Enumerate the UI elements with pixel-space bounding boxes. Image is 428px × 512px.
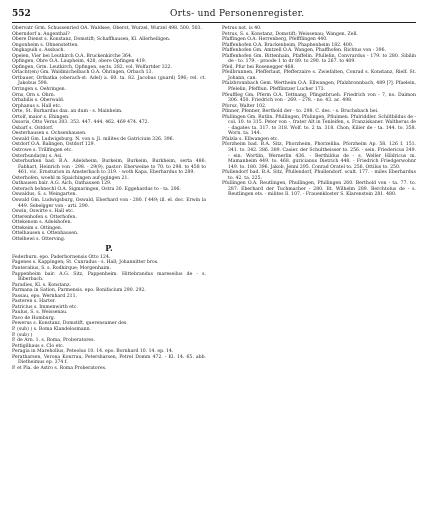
- index-entry: Obervatr Grm. Schussenried OA. Waldsee, Oberst, Wurzel, Wurzel 498. 500. 503.: [12, 26, 202, 31]
- index-entry: Peragia in Marehollus, Peteolus 10. 14. epo. Bornhard 10. 14. ep. 14.: [12, 349, 174, 355]
- index-entry: Oswin, Oswirte s. Hall etc.: [12, 209, 75, 215]
- section-letter: P.: [105, 243, 113, 254]
- index-entry: Ongonheim s. Ohnenstetten.: [12, 42, 79, 48]
- index-entry: Ongkapuih s. Assbach.: [12, 48, 65, 54]
- index-entry: Pfullingen Gm. Rutlin. Pfullingen, Pfulingen, Pfluimen. Pfulriddler. Schiltbildus de - col. 10. to 315. Peter von -, frater Alt in Tenleifen, s. Franziskaner. Waltherus de - dagates ta. 317. to 318. Wolf. to. 2 ta. 318. Chon, Kilier de - ta. 144. to. 358. Worn. ta. 144.: [222, 114, 416, 137]
- left-entries-bottom: [12, 255, 206, 371]
- index-entry: Pfaffenhofen O.A. Brackenheim, Phaphenheim 182. 400.: [222, 42, 354, 48]
- index-entry: Oswald Gm. Ludwigsburg, Oswald, Eberhard von - 280. f 449; ill. el. doc. Erwin la 449. Sebelgger von - arti. 290.: [12, 197, 206, 209]
- index-entry: Pavo de Homburg.: [12, 315, 56, 321]
- index-entry: Pewerus s. Konstanz, Domstift, querensumer des.: [12, 321, 128, 327]
- index-entry: P. de Arn. 1. s. Roma, Proberatores.: [12, 338, 95, 344]
- index-entry: Oathausen bair. A.G. Aich, Oathausen 129.: [12, 181, 112, 187]
- index-entry: Pasteren s. Harter.: [12, 299, 56, 305]
- index-entry: Opfingen, Grm. Leutkirch, Opfingen, sects. 282. vol. Wolfartder 322.: [12, 64, 173, 70]
- right-entries: [222, 26, 416, 198]
- index-entry: Ossoris, Otto Verus 303. 353. 447. 444. 462. 469 474. 472.: [12, 120, 150, 126]
- index-entry: Panteralius, S. s. Rodkirque; Morgenhaim.: [12, 265, 111, 271]
- index-entry: Ortbauer, Ortbatka (oberach-st. Adel) a. 60. ta. 82. Jacobus (guard) 596; rel. ct. Jakobus 598.: [12, 75, 206, 87]
- index-entry: Peratharsen, Verona Konrrau, Petersharsen, Petrel Domm 472. - Kl. 14. 65. abb. Dietheimus ep. 374 f.: [12, 354, 206, 366]
- left-entries-top: [12, 26, 206, 242]
- index-entry: Orlacht(en) Gm. Waldmichelbach O.A. Öhringen, Orbach 13.: [12, 70, 153, 76]
- index-entry: Pfaffenhofen Gm. Amtzell O.A. Wangen, Phaffhofen. Richtus von - 396.: [222, 48, 386, 54]
- header-rule: [12, 22, 416, 23]
- right-column: [222, 26, 416, 198]
- index-entry: Osterburken bad. B.A. Adelsheim, Burkeim, Burkeim, Burkheim, serta 486. Fabhart, Heinrich von - 298. - 29(9), pastor: Eberweine to 70. to 298. to 458 to 461. vic. Ernsturion in Amsterbach to 319. - woth Kapa, Eberhardus to 289.: [12, 159, 206, 176]
- index-entry: Paradies, Kl. s. Konstanz.: [12, 282, 71, 288]
- index-entry: Petrus, S. s. Konstanz, Domstift; Weissenau; Wangen, Zell.: [222, 31, 358, 37]
- index-entry: Ottekeim s. Ottingen.: [12, 225, 63, 231]
- index-entry: Orringen s. Oehringen.: [12, 87, 67, 93]
- index-entry: Opfingen, Obre O.A. Laupheim, 428, obere Opfingen 419.: [12, 59, 147, 65]
- index-entry: Ottekenom s. Adelshofen.: [12, 220, 72, 226]
- index-entry: Patricius s. Immenwirth etc.: [12, 304, 78, 310]
- index-entry: Passau, epo. Wernhard 211.: [12, 293, 77, 299]
- index-entry: Ortolf, maior s. Ehingen.: [12, 114, 70, 120]
- index-entry: Opelen, Vier bei Leutkirch O.A. Bruckenkirche 364.: [12, 53, 133, 59]
- index-entry: Osbarf s. Ostdorf.: [12, 125, 54, 131]
- index-entry: P. et Pla. de Astro s. Roma Proberatores.: [12, 365, 107, 371]
- index-entry: Pagenes s. Kappingen; St. Cunradus - s. Hall; Johannitter bros.: [12, 260, 159, 266]
- index-entry: Pfalzbronnbach Gem. Wertheim O.A. Ellwangen, Pfalzbronnbach, 489 [?]. Pfaelein, Pfelelin, Pfefflun. Pfefflintzer Lucher 173.: [222, 81, 416, 93]
- index-entry: Ottelhausen s. Ottenhausen.: [12, 231, 79, 237]
- index-entry: Oswald Gm. Ludwigsburg. N. von s. Ji. milites de Gatricium 326. 396.: [12, 136, 175, 142]
- index-entry: Orphanus s. Hall etc.: [12, 103, 62, 109]
- index-entry: Pfullingen O.A. Reutlingen, Phullingen, Pfullingen 260. Berthold von - ta. 77. to. 287. Eberhard der Tuchmacher - 280. Ilt. Wilhelm 289. Berchtolus de - s. Reutlingen ets. - milites Il. 107. - Frauenkloster S. Klarenstein 281. 480.: [222, 181, 416, 198]
- index-entry: Ostdorf O.A. Balingen, Ostdorf 129.: [12, 142, 96, 148]
- index-entry: Pfeil, Pfur bei Rosenegger 468.: [222, 64, 295, 70]
- index-entry: P. (sub) ) s. Roma Klandelosmann.: [12, 326, 92, 332]
- index-entry: Obere Dienst s. Konstanz, Domstift; Schaffhausen, Kl. Allerheiligen.: [12, 37, 171, 43]
- index-entry: Orte, St. Burkardus dax. an dum - s. Mainheim.: [12, 109, 123, 115]
- index-entry: Pettigilhaus s. Clo etc.: [12, 343, 65, 349]
- index-entry: Orbabilis s. Oberwald.: [12, 98, 65, 104]
- index-entry: Parmana in Sation, Parmensis. epo. Bonifacium 290. 292.: [12, 288, 146, 294]
- index-entry: Osterach bohnechl O.A. Sigmaringen, Ostra 30. Eggehardus to - ta. 206.: [12, 186, 181, 192]
- index-entry: Pfinner, Pfenner, Berthold der - to. 298. C. des. - s. Bruchsbach bei.: [222, 109, 379, 115]
- index-entry: Ottelhewi s. Otterving.: [12, 236, 66, 242]
- page-number: 552: [12, 9, 31, 19]
- index-entry: Pappenheim bair. A.G. Sitz, Pappenheim. Hittebrandus mareseilus de - s. Biberbach.: [12, 271, 206, 283]
- index-entry: Oberndorf a. Augenthal?: [12, 31, 70, 37]
- index-entry: Pfaffingen O.A. Herrenberg, Pfeffflingen 440.: [222, 37, 328, 43]
- index-entry: Otterenhofen s. Otterhofen.: [12, 214, 77, 220]
- running-title: Orts- und Personenregister.: [170, 9, 305, 19]
- index-entry: Petrus not. is 40.: [222, 26, 262, 31]
- index-entry: Oesterhausen s. Ochsenhausen.: [12, 131, 87, 137]
- index-entry: Orns, Orn s. Ohrn.: [12, 92, 56, 98]
- index-entry: Pfeuffleg Gm. Pferm O.A. Tettnang, Pfingstbrueh. Friedrich von - 7, no. Daimon 306. 450. Friedrich von - 269. - 278. - no. 43. ac. 498.: [222, 92, 416, 104]
- index-entry: Ostrowe s. Trillfingen etc.: [12, 148, 73, 154]
- left-column: [12, 26, 206, 371]
- index-entry: Pfalzla s. Ellwangen etc.: [222, 136, 279, 142]
- index-entry: Pforzheim bad. B.A. Sitz, Phorzheim, Phorzeliba. Pforzheim Ap. 58. 126 f. 151. 341. to. 342. 386. 389. Casier. der Schultheisser to. 256. - sein. Friedericus 349. - ein. Wortlin, Wernerlin 436. - Berthildus de - s. Weller Hildricus m. Mamanheim 449. to. 468. guricianus Dietrich 448. - Friedrich Friedgerwohnr 149. to. 180. 396. Jakob, Jenni 295. Conrad Oratel to. 256. Ottilus to. 250.: [222, 142, 416, 170]
- index-entry: Pfeilbrunnen, Pfefferlaut, Pfefferzaire s. Zwiefalten, Conrad s. Konstanz, Rielf. St. Johann, can.: [222, 70, 416, 81]
- index-entry: P. (sub) ): [12, 332, 33, 338]
- index-entry: Oswaldus, S. s. Weingarten.: [12, 192, 77, 198]
- index-entry: Osterbunda(m) s. Asi.: [12, 153, 63, 159]
- index-entry: Pfullendorf bad. B.A. Sitz, Pfullendorf, Phullendorf. scult. 177. - miles Eberhardus to. 42. ta. 225.: [222, 170, 416, 181]
- index-entry: Pfaffenhofen Gm. Bittenhain, Pfaffelin. Pfullelin, Convrardus - 179. to 280. Sibilin de - to. 179. - proode 1 to dr 89. to 290. to 267. to 409.: [222, 53, 416, 65]
- index-entry: Pforsz, Walter 102.: [222, 103, 267, 109]
- index-entry: Osterhofen, woehl m Spaichingen auf-pgingen 21.: [12, 175, 129, 181]
- index-entry: Paulus, S. s. Weissenau.: [12, 310, 68, 316]
- index-entry: Federburn. epo. Paderbornensis Otto 124.: [12, 254, 111, 260]
